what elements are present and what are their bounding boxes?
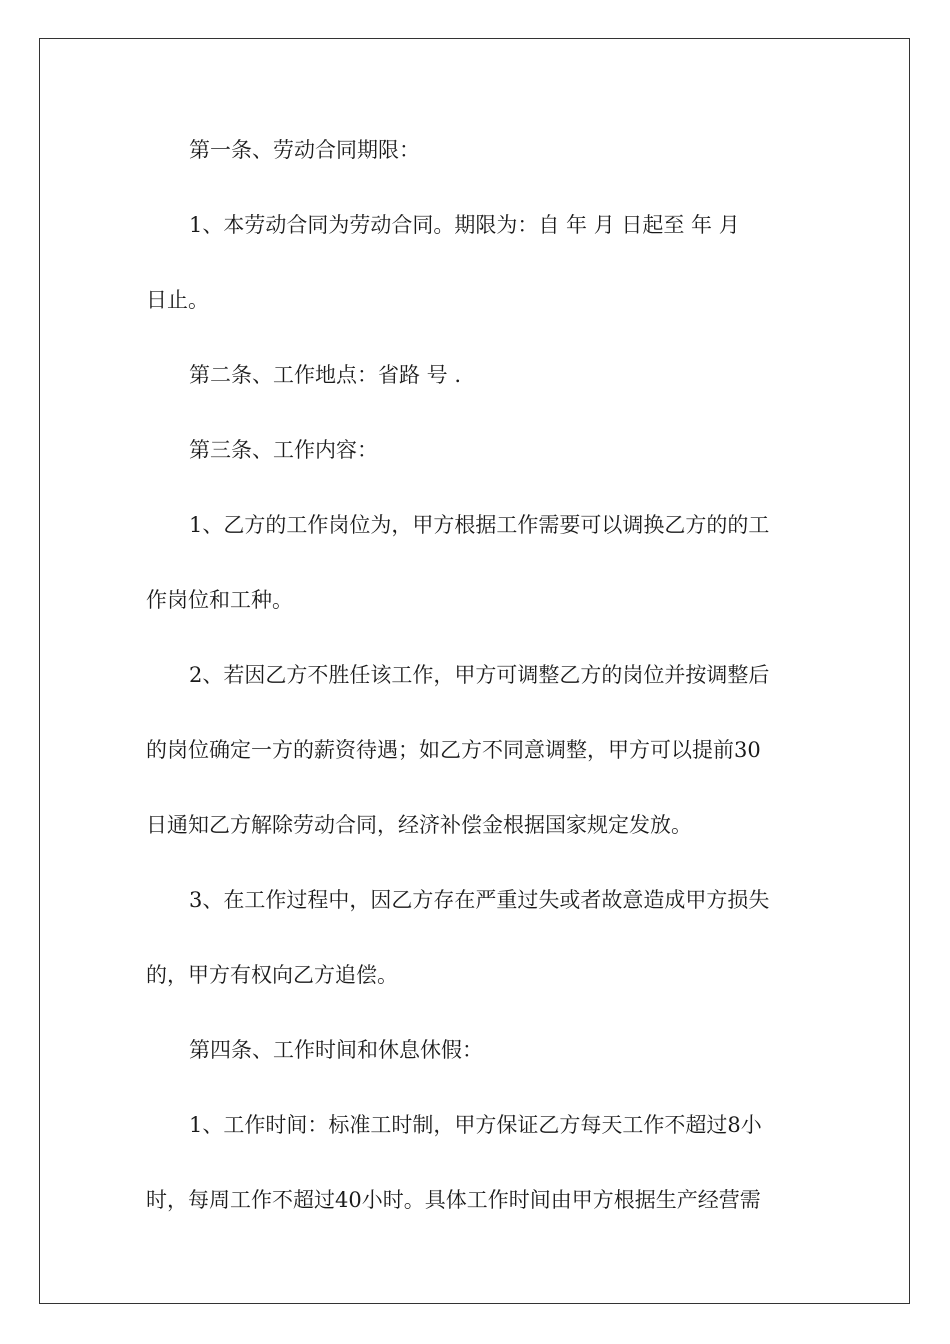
paragraph-line: 日通知乙方解除劳动合同，经济补偿金根据国家规定发放。 bbox=[146, 813, 692, 837]
article-4-heading: 第四条、工作时间和休息休假： bbox=[189, 1038, 483, 1062]
paragraph-line: 日止。 bbox=[146, 288, 209, 312]
paragraph-line: 1、乙方的工作岗位为，甲方根据工作需要可以调换乙方的的工 bbox=[189, 513, 770, 537]
paragraph-line: 的岗位确定一方的薪资待遇；如乙方不同意调整，甲方可以提前30 bbox=[146, 738, 761, 762]
article-2-heading: 第二条、工作地点：省路 号 . bbox=[189, 363, 462, 387]
paragraph-line: 时，每周工作不超过40小时。具体工作时间由甲方根据生产经营需 bbox=[146, 1188, 761, 1212]
paragraph-line: 作岗位和工种。 bbox=[146, 588, 293, 612]
article-1-heading: 第一条、劳动合同期限： bbox=[189, 138, 420, 162]
document-body bbox=[146, 130, 806, 1255]
paragraph-line: 1、工作时间：标准工时制，甲方保证乙方每天工作不超过8小 bbox=[189, 1113, 762, 1137]
paragraph-line: 3、在工作过程中，因乙方存在严重过失或者故意造成甲方损失 bbox=[189, 888, 770, 912]
paragraph-line: 2、若因乙方不胜任该工作，甲方可调整乙方的岗位并按调整后 bbox=[189, 663, 770, 687]
article-3-heading: 第三条、工作内容： bbox=[189, 438, 378, 462]
paragraph-line: 1、本劳动合同为劳动合同。期限为：自 年 月 日起至 年 月 bbox=[189, 213, 740, 237]
paragraph-line: 的，甲方有权向乙方追偿。 bbox=[146, 963, 398, 987]
